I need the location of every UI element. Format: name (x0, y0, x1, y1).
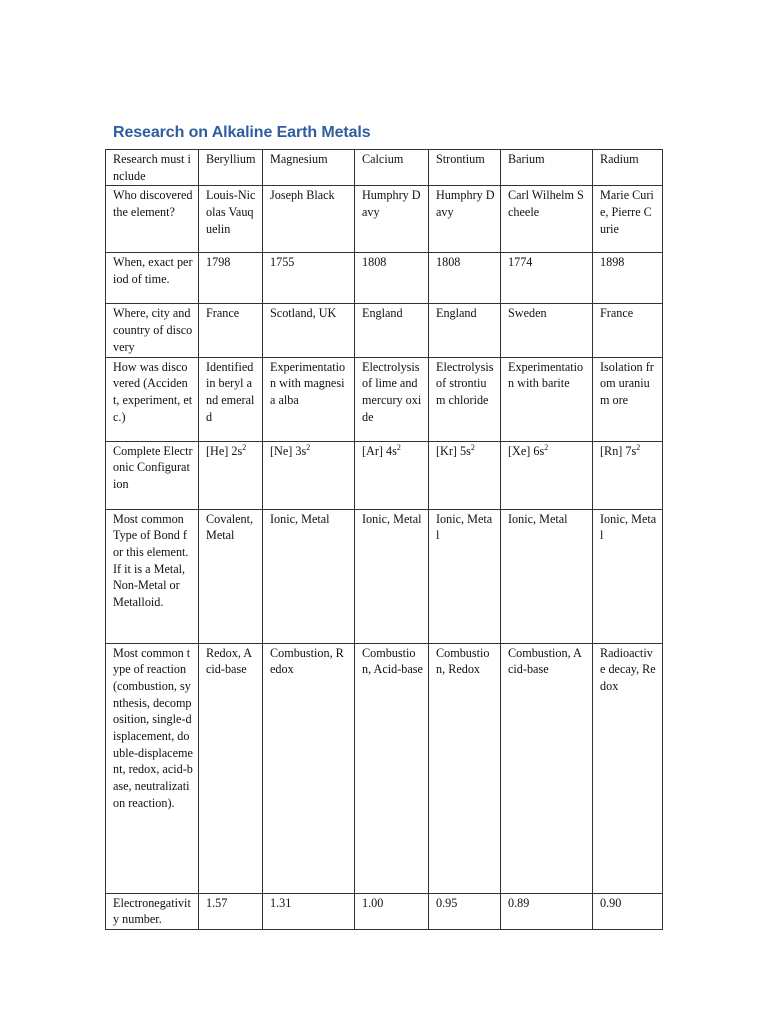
table-cell: 1808 (429, 253, 501, 304)
table-cell: Electrolysis of strontium chloride (429, 357, 501, 441)
table-cell: England (355, 304, 429, 357)
table-cell: Redox, Acid-base (199, 643, 263, 893)
table-cell: 0.90 (593, 893, 663, 929)
table-cell: Humphry Davy (429, 186, 501, 253)
config-superscript: 2 (242, 442, 247, 452)
header-cell-calcium: Calcium (355, 150, 429, 186)
table-cell: Electrolysis of lime and mercury oxide (355, 357, 429, 441)
table-cell: 1798 (199, 253, 263, 304)
row-label: Electronegativity number. (106, 893, 199, 929)
table-cell: Ionic, Metal (355, 509, 429, 643)
table-cell: Carl Wilhelm Scheele (501, 186, 593, 253)
header-cell-strontium: Strontium (429, 150, 501, 186)
header-row (106, 150, 663, 186)
table-cell: Humphry Davy (355, 186, 429, 253)
header-cell-beryllium: Beryllium (199, 150, 263, 186)
table-cell (593, 441, 663, 509)
config-superscript: 2 (636, 442, 641, 452)
table-cell: 1.31 (263, 893, 355, 929)
table-row-date (106, 253, 663, 304)
table-cell: Experimentation with magnesia alba (263, 357, 355, 441)
table-cell: Combustion, Acid-base (501, 643, 593, 893)
table-cell (429, 441, 501, 509)
table-cell (199, 441, 263, 509)
table-cell: Ionic, Metal (501, 509, 593, 643)
table-cell: 1755 (263, 253, 355, 304)
table-cell (501, 441, 593, 509)
table-cell: 0.95 (429, 893, 501, 929)
table-cell: Combustion, Acid-base (355, 643, 429, 893)
table-cell: Isolation from uranium ore (593, 357, 663, 441)
row-label: When, exact period of time. (106, 253, 199, 304)
research-table (105, 149, 663, 930)
row-label: How was discovered (Accident, experiment, etc.) (106, 357, 199, 441)
header-cell-barium: Barium (501, 150, 593, 186)
table-cell: Marie Curie, Pierre Curie (593, 186, 663, 253)
table-cell: Combustion, Redox (429, 643, 501, 893)
table-cell: Ionic, Metal (429, 509, 501, 643)
config-base: [Kr] 5s (436, 443, 471, 458)
table-row-location (106, 304, 663, 357)
header-cell-radium: Radium (593, 150, 663, 186)
table-cell: Sweden (501, 304, 593, 357)
config-superscript: 2 (306, 442, 311, 452)
table-cell: 1898 (593, 253, 663, 304)
config-base: [Ar] 4s (362, 443, 397, 458)
table-cell: Identified in beryl and emerald (199, 357, 263, 441)
row-label: Who discovered the element? (106, 186, 199, 253)
table-row-method (106, 357, 663, 441)
table-cell: 1.57 (199, 893, 263, 929)
config-superscript: 2 (396, 442, 401, 452)
table-cell: Joseph Black (263, 186, 355, 253)
table-row-reaction-type (106, 643, 663, 893)
config-base: [He] 2s (206, 443, 243, 458)
header-cell-criteria: Research must include (106, 150, 199, 186)
table-cell: Louis-Nicolas Vauquelin (199, 186, 263, 253)
table-cell: 1774 (501, 253, 593, 304)
table-row-electronegativity (106, 893, 663, 929)
table-row-configuration (106, 441, 663, 509)
table-cell: France (593, 304, 663, 357)
table-cell: Scotland, UK (263, 304, 355, 357)
table-cell: 0.89 (501, 893, 593, 929)
table-cell: Ionic, Metal (263, 509, 355, 643)
table-cell: Covalent, Metal (199, 509, 263, 643)
config-superscript: 2 (544, 442, 549, 452)
header-cell-magnesium: Magnesium (263, 150, 355, 186)
table-cell: England (429, 304, 501, 357)
row-label: Most common type of reaction (combustion, synthesis, decomposition, single-displacement, double-displacement, redox, acid-base, neutralization reaction). (106, 643, 199, 893)
table-cell: 1.00 (355, 893, 429, 929)
table-cell: France (199, 304, 263, 357)
config-base: [Ne] 3s (270, 443, 307, 458)
row-label: Complete Electronic Configuration (106, 441, 199, 509)
document-title: Research on Alkaline Earth Metals (113, 124, 371, 141)
config-base: [Rn] 7s (600, 443, 637, 458)
table-cell (263, 441, 355, 509)
table-row-bond-type (106, 509, 663, 643)
row-label: Where, city and country of discovery (106, 304, 199, 357)
table-cell: 1808 (355, 253, 429, 304)
table-cell: Experimentation with barite (501, 357, 593, 441)
table-cell: Ionic, Metal (593, 509, 663, 643)
table-cell: Radioactive decay, Redox (593, 643, 663, 893)
config-superscript: 2 (470, 442, 475, 452)
config-base: [Xe] 6s (508, 443, 545, 458)
table-cell (355, 441, 429, 509)
row-label: Most common Type of Bond for this element. If it is a Metal, Non-Metal or Metalloid. (106, 509, 199, 643)
table-cell: Combustion, Redox (263, 643, 355, 893)
table-row-discoverer (106, 186, 663, 253)
